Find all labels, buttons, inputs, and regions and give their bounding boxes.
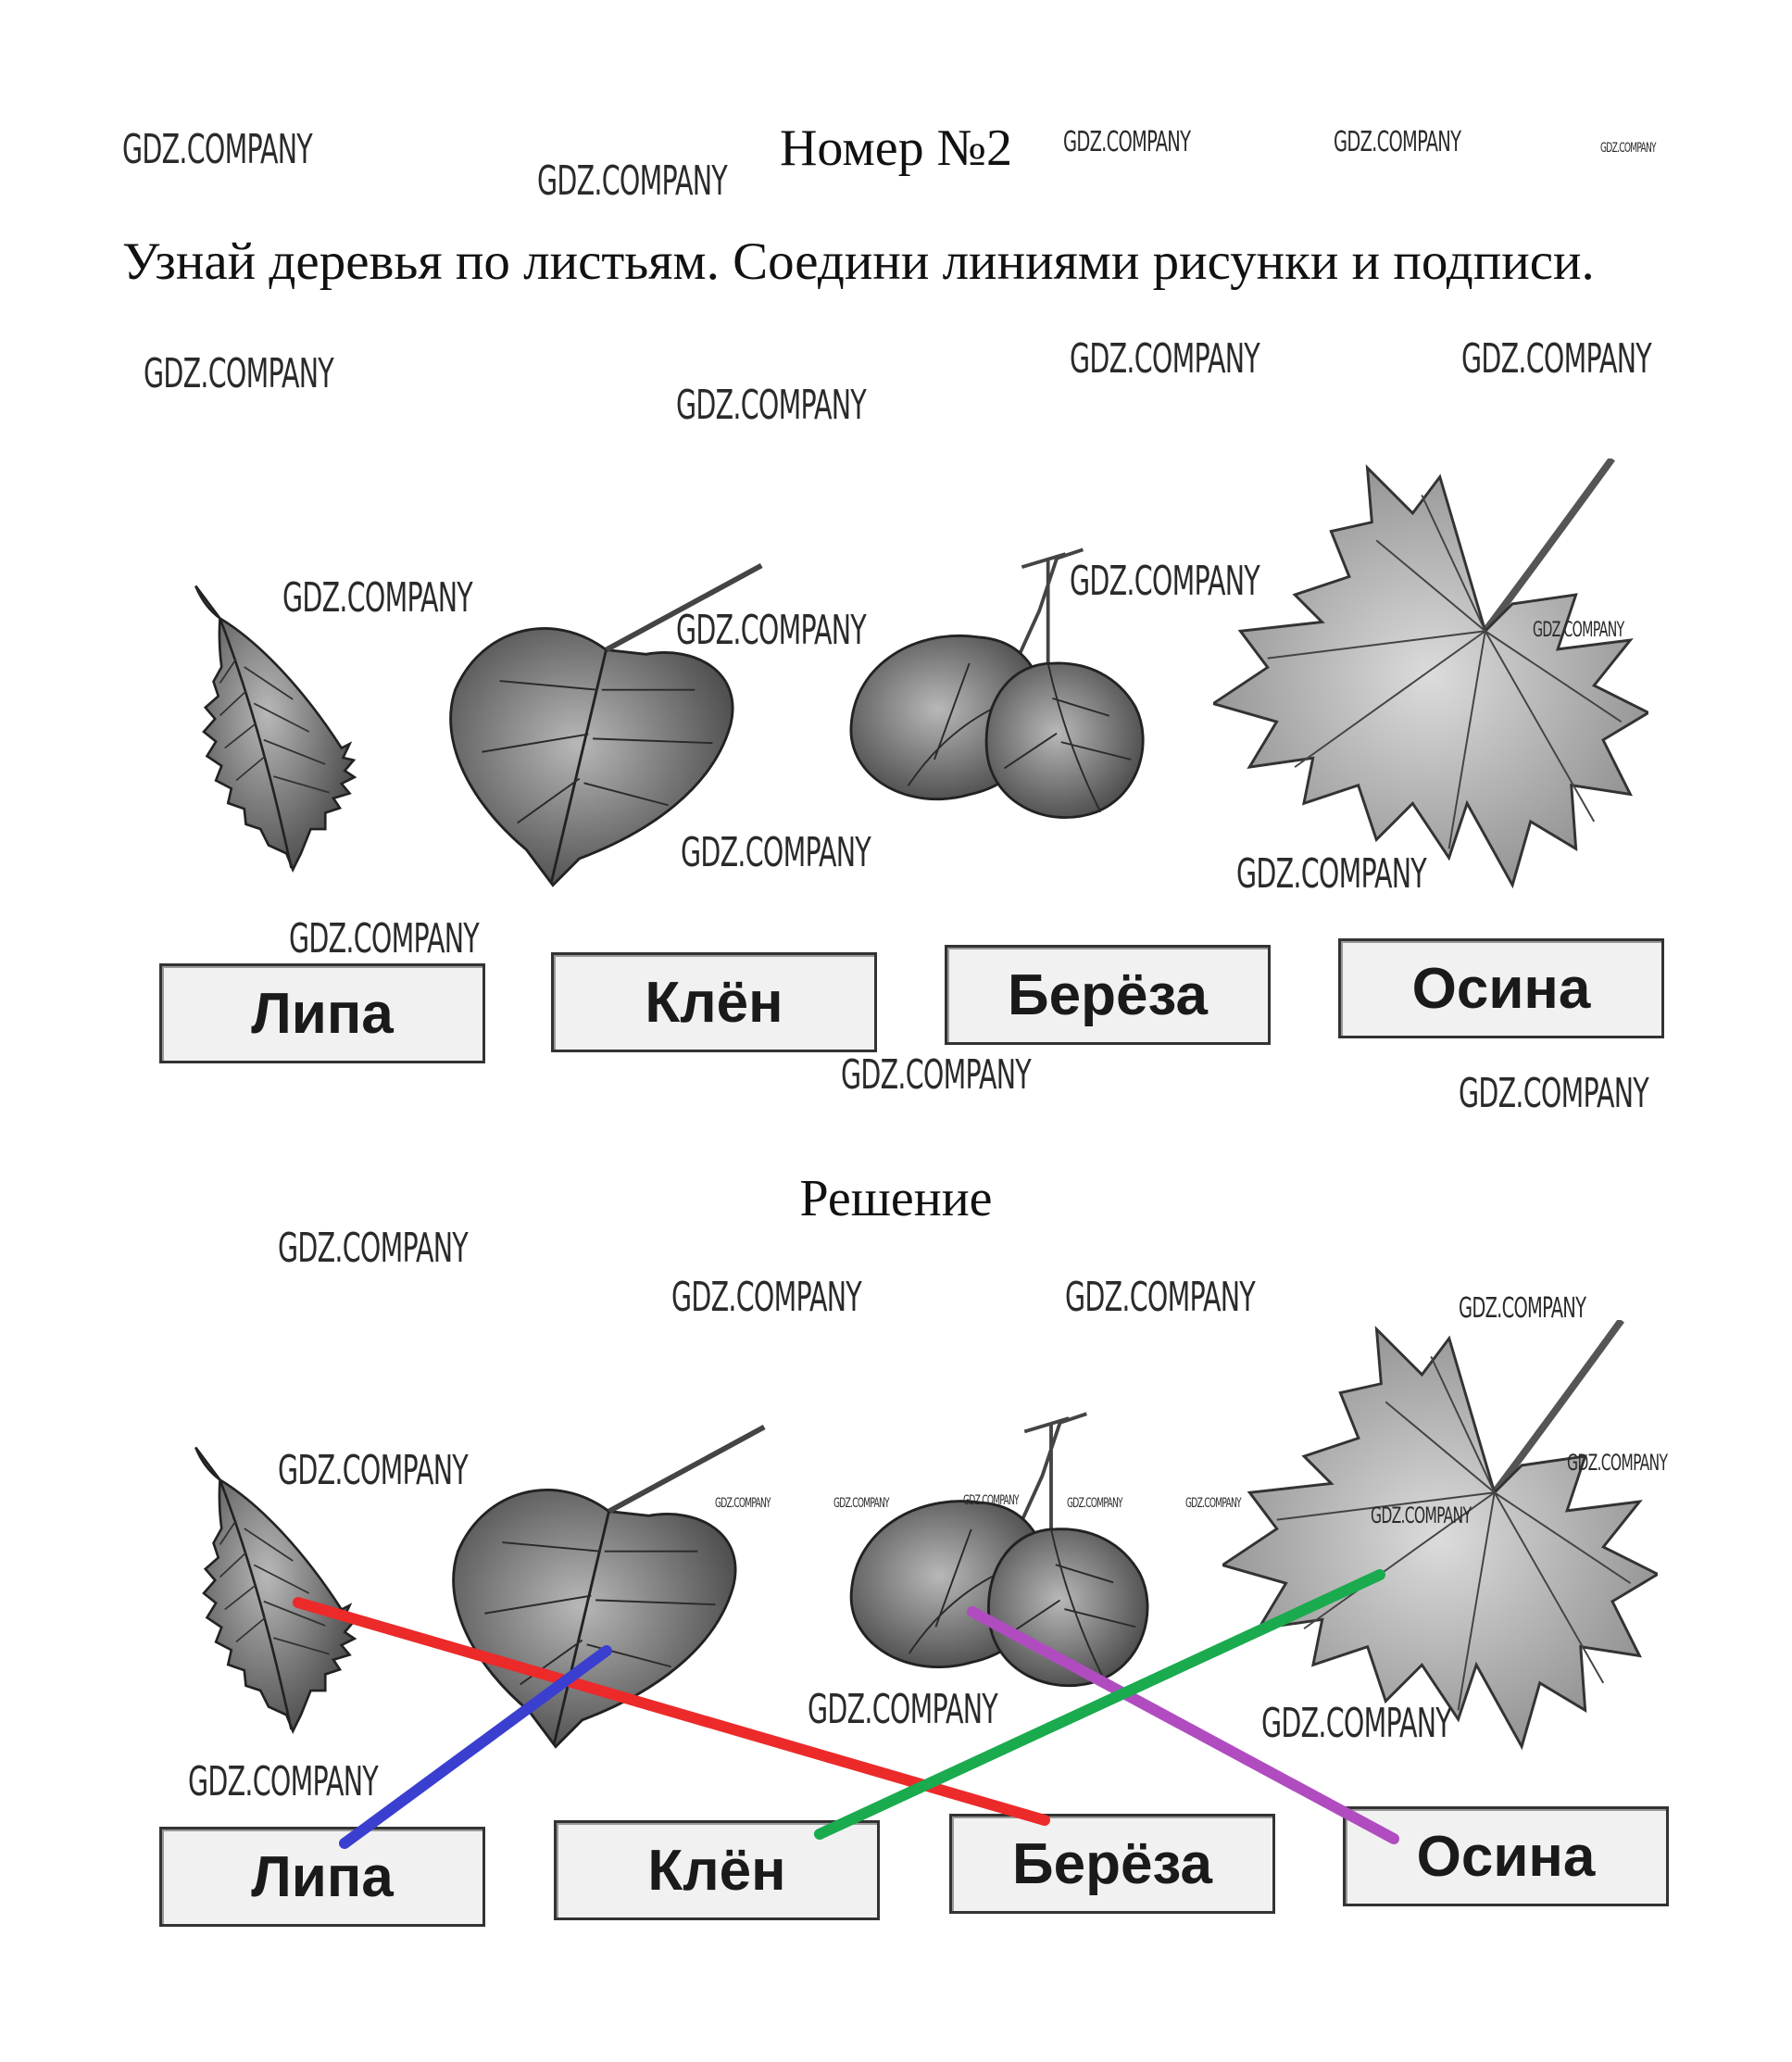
solution-heading: Решение <box>799 1170 993 1227</box>
answer-line-linden <box>345 1651 607 1843</box>
watermark: GDZ.COMPANY <box>188 1758 378 1805</box>
watermark: GDZ.COMPANY <box>1065 1274 1255 1321</box>
watermark: GDZ.COMPANY <box>1236 850 1426 898</box>
watermark: GDZ.COMPANY <box>681 829 871 876</box>
watermark: GDZ.COMPANY <box>1185 1496 1241 1511</box>
watermark: GDZ.COMPANY <box>1600 141 1656 156</box>
watermark: GDZ.COMPANY <box>122 126 312 173</box>
watermark: GDZ.COMPANY <box>1334 126 1461 158</box>
watermark: GDZ.COMPANY <box>289 915 479 962</box>
watermark: GDZ.COMPANY <box>1261 1700 1451 1747</box>
label-klyon-solution[interactable]: Клён <box>554 1820 880 1920</box>
task-text: Узнай деревья по листьям. Соедини линиями рисунки и подписи. <box>122 233 1595 291</box>
watermark: GDZ.COMPANY <box>144 350 333 397</box>
label-osina[interactable]: Осина <box>1338 938 1664 1038</box>
watermark: GDZ.COMPANY <box>282 574 472 622</box>
watermark: GDZ.COMPANY <box>715 1496 771 1511</box>
watermark: GDZ.COMPANY <box>1070 558 1259 605</box>
watermark: GDZ.COMPANY <box>808 1686 997 1733</box>
watermark: GDZ.COMPANY <box>676 607 866 654</box>
label-beryoza-solution[interactable]: Берёза <box>949 1814 1275 1914</box>
watermark: GDZ.COMPANY <box>963 1493 1019 1508</box>
watermark: GDZ.COMPANY <box>841 1051 1031 1099</box>
watermark: GDZ.COMPANY <box>1063 126 1191 158</box>
watermark: GDZ.COMPANY <box>1459 1292 1586 1325</box>
watermark: GDZ.COMPANY <box>1371 1502 1472 1528</box>
label-beryoza[interactable]: Берёза <box>945 945 1271 1045</box>
label-osina-solution[interactable]: Осина <box>1343 1806 1669 1906</box>
watermark: GDZ.COMPANY <box>1461 335 1651 383</box>
watermark: GDZ.COMPANY <box>537 157 727 205</box>
watermark: GDZ.COMPANY <box>1067 1496 1122 1511</box>
label-lipa-solution[interactable]: Липа <box>159 1827 485 1927</box>
page-title: Номер №2 <box>779 119 1013 177</box>
watermark: GDZ.COMPANY <box>1459 1070 1648 1117</box>
watermark: GDZ.COMPANY <box>833 1496 889 1511</box>
watermark: GDZ.COMPANY <box>1070 335 1259 383</box>
watermark: GDZ.COMPANY <box>676 382 866 429</box>
watermark: GDZ.COMPANY <box>671 1274 861 1321</box>
watermark: GDZ.COMPANY <box>278 1447 468 1494</box>
label-lipa[interactable]: Липа <box>159 963 485 1063</box>
watermark: GDZ.COMPANY <box>1533 619 1624 642</box>
watermark: GDZ.COMPANY <box>1567 1450 1668 1476</box>
label-klyon[interactable]: Клён <box>551 952 877 1052</box>
watermark: GDZ.COMPANY <box>278 1225 468 1272</box>
